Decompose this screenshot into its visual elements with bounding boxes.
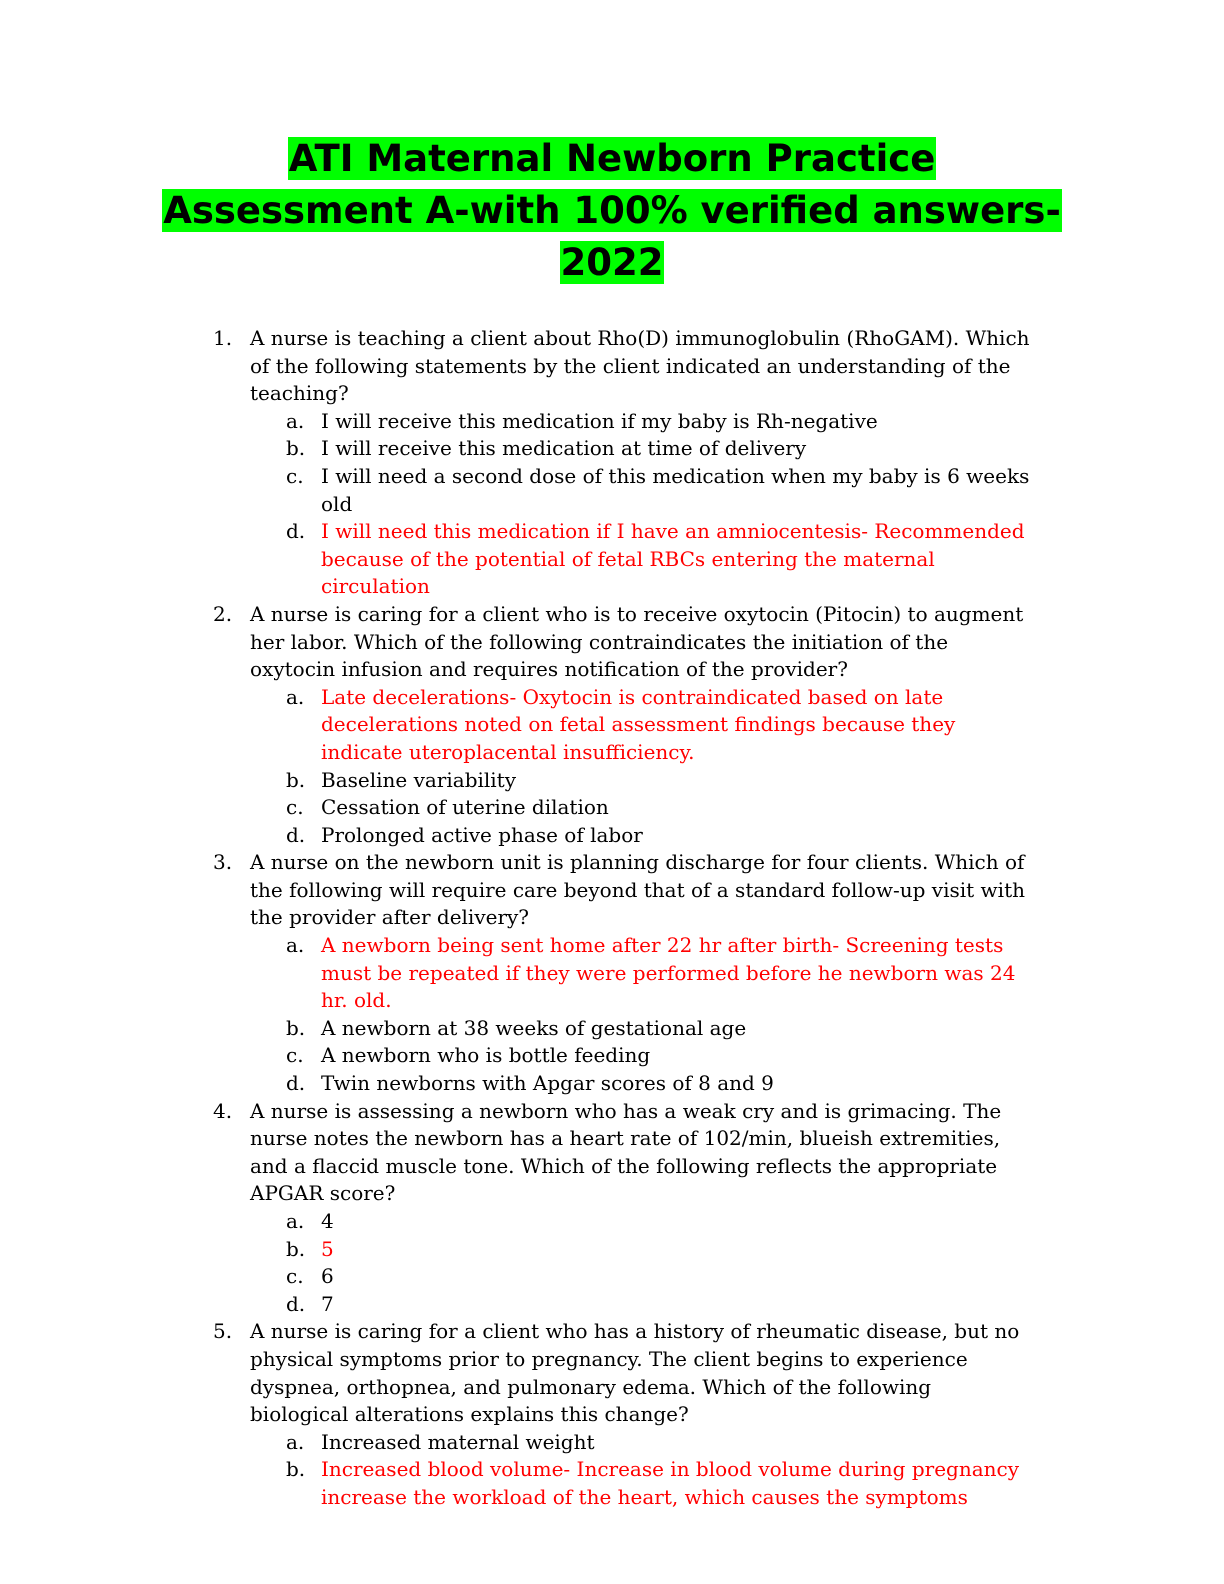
answer-options [250,932,1034,1098]
question-4 [0,1098,1224,1319]
answer-options [250,1429,1034,1512]
answer-option [250,1070,1034,1098]
correct-answer-option [250,1456,1034,1511]
option-text: Cessation of uterine dilation [321,795,609,820]
option-letter: c. [286,1043,304,1068]
option-text: 6 [321,1264,334,1289]
option-letter: d. [286,1291,306,1316]
answer-option [250,1015,1034,1043]
option-text: Twin newborns with Apgar scores of 8 and 9 [321,1071,774,1096]
option-text: I will receive this medication if my baby is Rh-negative [321,408,878,433]
question-number: 3. [213,850,233,875]
answer-option [250,767,1034,795]
question-list [0,325,1224,1512]
title-line-1: ATI Maternal Newborn Practice [288,137,936,180]
answer-option [250,1042,1034,1070]
option-letter: b. [286,436,306,461]
option-letter: c. [286,795,304,820]
option-text: Prolonged active phase of labor [321,822,643,847]
answer-options [250,408,1034,601]
question-text: A nurse is teaching a client about Rho(D) immunoglobulin (RhoGAM). Which of the following statements by the client indicated an understanding of the teaching? [250,326,1030,406]
correct-answer-option [250,1236,1034,1264]
answer-option [250,1208,1034,1236]
question-text: A nurse is caring for a client who is to receive oxytocin (Pitocin) to augment her labor. Which of the following contraindicates the initiation of the oxytocin infusion and requires notification of the provider? [250,601,1024,682]
correct-answer-text: Increased blood volume- Increase in blood volume during pregnancy increase the workload of the heart, which causes the symptoms [321,1457,1020,1509]
title-line-3: 2022 [560,241,664,284]
question-number: 5. [213,1319,233,1344]
question-number: 2. [213,601,233,626]
correct-answer-option [250,684,1034,767]
option-letter: a. [286,1209,305,1233]
question-number: 4. [213,1098,233,1123]
answer-option [250,822,1034,850]
option-letter: b. [286,1015,306,1040]
option-text: 7 [321,1291,334,1316]
question-2 [0,601,1224,849]
answer-option [250,1291,1034,1319]
answer-option [250,463,1034,518]
question-1 [0,325,1224,601]
question-text: A nurse on the newborn unit is planning discharge for four clients. Which of the following will require care beyond that of a standard follow-up visit with the provider after delivery? [250,850,1025,930]
answer-options [250,684,1034,850]
document-title [0,133,1224,289]
correct-answer-text: Late decelerations- Oxytocin is contraindicated based on late decelerations noted on fetal assessment findings because they indicate uteroplacental insufficiency. [321,684,956,764]
question-number: 1. [213,326,233,350]
option-text: A newborn who is bottle feeding [321,1043,651,1068]
option-letter: a. [286,408,305,433]
option-letter: a. [286,684,305,709]
option-letter: a. [286,933,305,958]
correct-answer-option [250,932,1034,1015]
option-letter: b. [286,1457,306,1482]
option-letter: a. [286,1429,305,1454]
answer-option [250,1263,1034,1291]
question-text: A nurse is caring for a client who has a history of rheumatic disease, but no physical symptoms prior to pregnancy. The client begins to experience dyspnea, orthopnea, and pulmonary edema. Which of the following biological alterations explains this change? [250,1319,1020,1427]
option-letter: d. [286,1071,306,1096]
question-5 [0,1318,1224,1511]
correct-answer-text: 5 [321,1236,334,1261]
question-text: A nurse is assessing a newborn who has a weak cry and is grimacing. The nurse notes the newborn has a heart rate of 102/min, blueish extremities, and a flaccid muscle tone. Which of the following reflects the appropriate APGAR score? [250,1098,1002,1206]
option-letter: c. [286,1264,304,1289]
option-text: I will receive this medication at time of delivery [321,436,807,461]
option-letter: d. [286,519,306,544]
option-text: A newborn at 38 weeks of gestational age [321,1015,747,1040]
answer-option [250,1429,1034,1457]
answer-option [250,408,1034,436]
correct-answer-text: I will need this medication if I have an amniocentesis- Recommended because of the potential of fetal RBCs entering the maternal circulation [321,519,1025,599]
option-text: I will need a second dose of this medication when my baby is 6 weeks old [321,463,1030,516]
option-letter: b. [286,767,306,792]
correct-answer-option [250,518,1034,601]
option-text: Baseline variability [321,767,517,792]
option-text: Increased maternal weight [321,1429,595,1454]
option-letter: b. [286,1236,306,1261]
option-text: 4 [321,1209,334,1233]
title-line-2: Assessment A-with 100% verified answers- [163,189,1061,232]
option-letter: d. [286,822,306,847]
option-letter: c. [286,463,304,488]
answer-options [250,1208,1034,1318]
answer-option [250,435,1034,463]
question-3 [0,849,1224,1097]
answer-option [250,794,1034,822]
correct-answer-text: A newborn being sent home after 22 hr after birth- Screening tests must be repeated if they were performed before he newborn was 24 hr. old. [321,933,1016,1013]
